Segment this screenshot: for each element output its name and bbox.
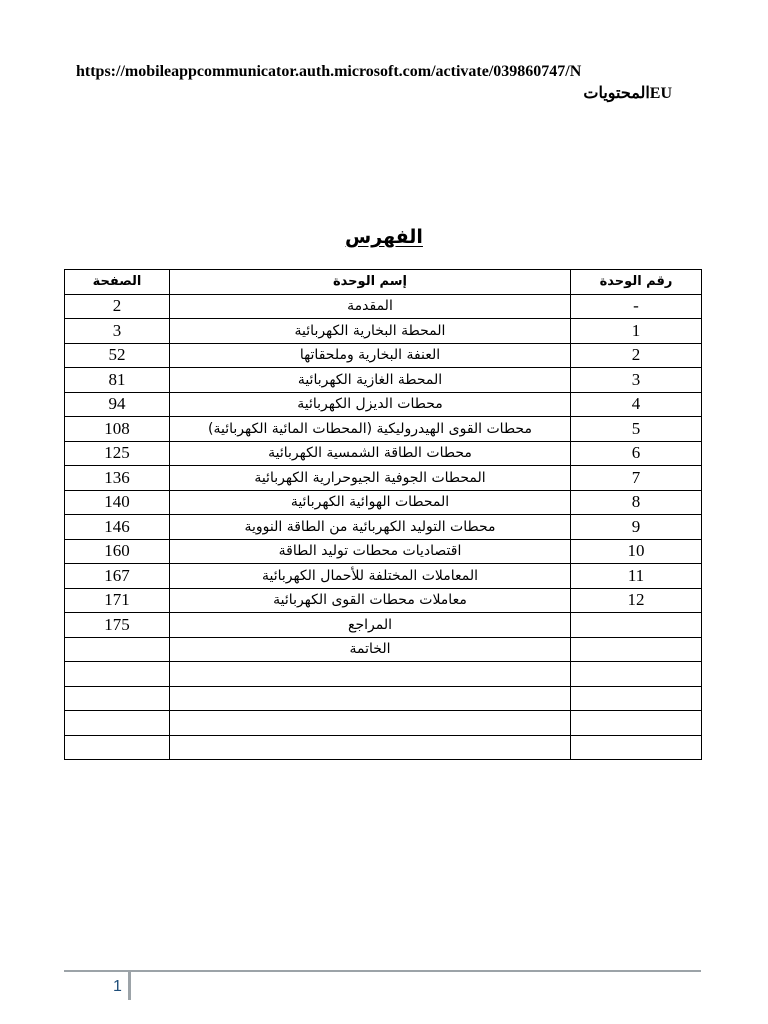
table-row: [65, 441, 702, 466]
unit-name-cell: المراجع: [170, 613, 571, 638]
unit-number-cell: 12: [571, 588, 702, 613]
page-number-cell: 146: [65, 515, 170, 540]
toc-table: [64, 269, 702, 760]
page-number-cell: 171: [65, 588, 170, 613]
table-row: [65, 392, 702, 417]
table-row: [65, 735, 702, 760]
unit-name-cell: المعاملات المختلفة للأحمال الكهربائية: [170, 564, 571, 589]
page-number-cell: 125: [65, 441, 170, 466]
unit-name-cell: الخاتمة: [170, 637, 571, 662]
unit-number-cell: 5: [571, 417, 702, 442]
page-number-cell: [65, 662, 170, 687]
page-number-cell: 167: [65, 564, 170, 589]
unit-number-cell: -: [571, 294, 702, 319]
column-header-unit-number: رقم الوحدة: [571, 270, 702, 295]
unit-number-cell: 10: [571, 539, 702, 564]
unit-number-cell: 4: [571, 392, 702, 417]
unit-name-cell: محطات الديزل الكهربائية: [170, 392, 571, 417]
unit-number-cell: 2: [571, 343, 702, 368]
unit-number-cell: [571, 662, 702, 687]
unit-number-cell: [571, 613, 702, 638]
toc-body: [65, 294, 702, 760]
table-row: [65, 637, 702, 662]
page-number: 1: [113, 978, 122, 995]
footer-divider: [64, 970, 701, 972]
unit-name-cell: المقدمة: [170, 294, 571, 319]
table-row: [65, 711, 702, 736]
unit-number-cell: 9: [571, 515, 702, 540]
page-number-cell: 94: [65, 392, 170, 417]
unit-name-cell: محطات التوليد الكهربائية من الطاقة النووية: [170, 515, 571, 540]
table-row: [65, 490, 702, 515]
page-number-cell: 3: [65, 319, 170, 344]
unit-number-cell: 8: [571, 490, 702, 515]
header-contents-line: EUالمحتويات: [583, 85, 672, 102]
table-row: [65, 343, 702, 368]
table-row: [65, 368, 702, 393]
page-number-cell: [65, 686, 170, 711]
unit-name-cell: [170, 735, 571, 760]
page-title: الفهرس: [345, 226, 423, 248]
table-row: [65, 686, 702, 711]
unit-name-cell: اقتصاديات محطات توليد الطاقة: [170, 539, 571, 564]
page-number-cell: 2: [65, 294, 170, 319]
unit-name-cell: المحطة الغازية الكهربائية: [170, 368, 571, 393]
page-number-cell: 160: [65, 539, 170, 564]
table-row: [65, 539, 702, 564]
unit-name-cell: [170, 711, 571, 736]
page-number-cell: 108: [65, 417, 170, 442]
table-row: [65, 662, 702, 687]
unit-name-cell: المحطة البخارية الكهربائية: [170, 319, 571, 344]
unit-number-cell: 11: [571, 564, 702, 589]
unit-number-cell: [571, 637, 702, 662]
page-number-cell: [65, 735, 170, 760]
page-number-cell: [65, 711, 170, 736]
page-number-cell: 136: [65, 466, 170, 491]
page-number-cell: 81: [65, 368, 170, 393]
unit-number-cell: [571, 735, 702, 760]
unit-number-cell: 7: [571, 466, 702, 491]
table-row: [65, 515, 702, 540]
header-url: https://mobileappcommunicator.auth.microsoft.com/activate/039860747/N: [76, 63, 582, 80]
table-row: [65, 613, 702, 638]
page-number-cell: [65, 637, 170, 662]
unit-number-cell: 3: [571, 368, 702, 393]
unit-name-cell: محطات الطاقة الشمسية الكهربائية: [170, 441, 571, 466]
column-header-page: الصفحة: [65, 270, 170, 295]
unit-name-cell: معاملات محطات القوى الكهربائية: [170, 588, 571, 613]
table-row: [65, 466, 702, 491]
table-row: [65, 588, 702, 613]
table-row: [65, 417, 702, 442]
unit-number-cell: 1: [571, 319, 702, 344]
page-number-cell: 140: [65, 490, 170, 515]
unit-name-cell: المحطات الهوائية الكهربائية: [170, 490, 571, 515]
toc-header-row: [65, 270, 702, 295]
table-row: [65, 294, 702, 319]
table-row: [65, 564, 702, 589]
unit-name-cell: [170, 662, 571, 687]
column-header-unit-name: إسم الوحدة: [170, 270, 571, 295]
unit-number-cell: 6: [571, 441, 702, 466]
unit-number-cell: [571, 711, 702, 736]
unit-number-cell: [571, 686, 702, 711]
page-number-cell: 175: [65, 613, 170, 638]
table-row: [65, 319, 702, 344]
unit-name-cell: [170, 686, 571, 711]
footer-vertical-bar: [128, 972, 131, 1000]
page-number-cell: 52: [65, 343, 170, 368]
unit-name-cell: المحطات الجوفية الجيوحرارية الكهربائية: [170, 466, 571, 491]
unit-name-cell: العنفة البخارية وملحقاتها: [170, 343, 571, 368]
unit-name-cell: محطات القوى الهيدروليكية (المحطات المائية الكهربائية): [170, 417, 571, 442]
